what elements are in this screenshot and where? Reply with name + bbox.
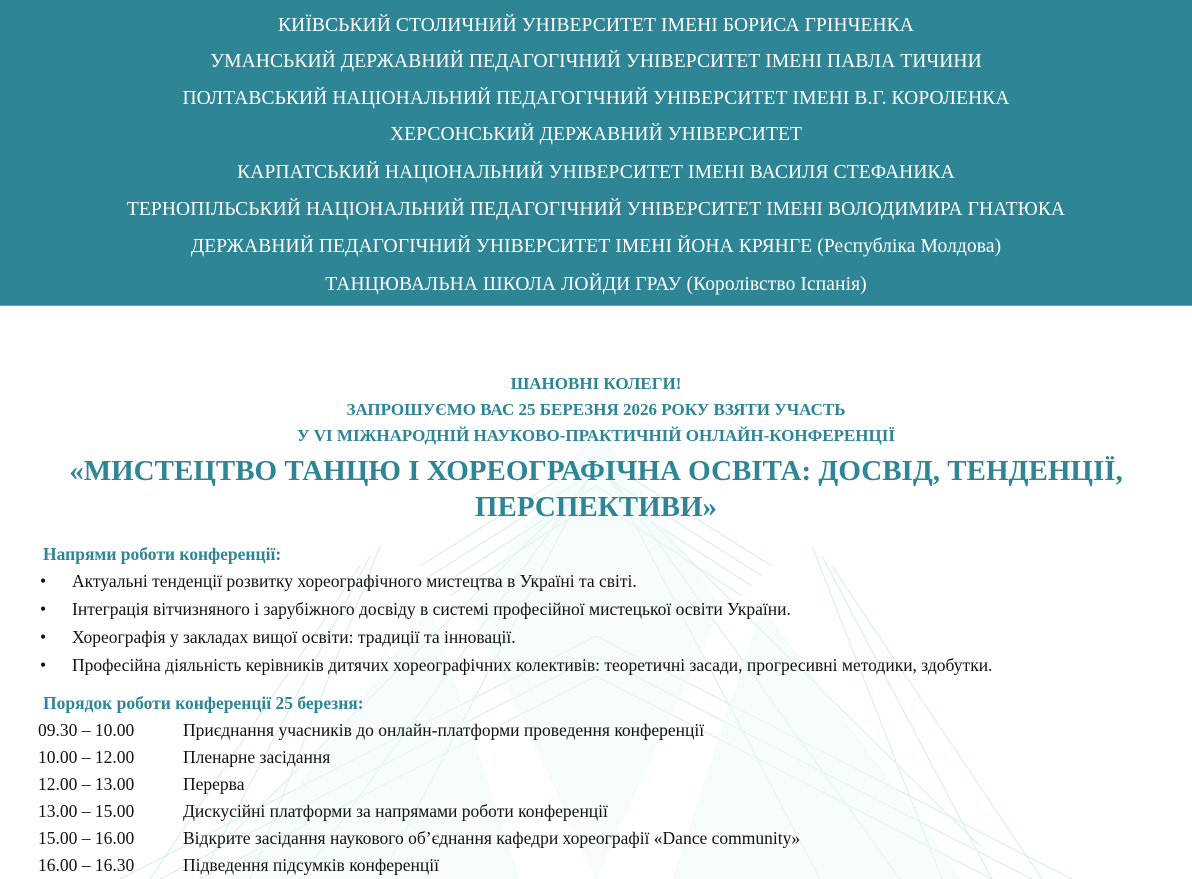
organizer-line: ХЕРСОНСЬКИЙ ДЕРЖАВНИЙ УНІВЕРСИТЕТ bbox=[389, 124, 803, 145]
organizer-line: ПОЛТАВСЬКИЙ НАЦІОНАЛЬНИЙ ПЕДАГОГІЧНИЙ УНІВЕРСИТЕТ ІМЕНІ В.Г. КОРОЛЕНКА bbox=[182, 88, 1010, 109]
schedule-event: Пленарне засідання bbox=[183, 747, 331, 767]
schedule-event: Відкрите засідання наукового об’єднання кафедри хореографії «Dance community» bbox=[183, 828, 801, 848]
bullet-icon: • bbox=[40, 599, 47, 619]
bullet-icon: • bbox=[40, 571, 47, 591]
schedule-event: Перерва bbox=[183, 774, 245, 794]
schedule-heading: Порядок роботи конференції 25 березня: bbox=[43, 693, 364, 713]
schedule-event: Підведення підсумків конференції bbox=[183, 855, 439, 875]
organizer-line: КАРПАТСЬКИЙ НАЦІОНАЛЬНИЙ УНІВЕРСИТЕТ ІМЕНІ ВАСИЛЯ СТЕФАНИКА bbox=[237, 162, 955, 183]
schedule-event: Приєднання учасників до онлайн-платформи проведення конференції bbox=[183, 720, 705, 740]
organizer-line: УМАНСЬКИЙ ДЕРЖАВНИЙ ПЕДАГОГІЧНИЙ УНІВЕРСИТЕТ ІМЕНІ ПАВЛА ТИЧИНИ bbox=[210, 51, 982, 72]
conference-title-continued: ПЕРСПЕКТИВИ» bbox=[474, 491, 718, 523]
directions-heading: Напрями роботи конференції: bbox=[43, 544, 282, 564]
organizer-line: ТЕРНОПІЛЬСЬКИЙ НАЦІОНАЛЬНИЙ ПЕДАГОГІЧНИЙ УНІВЕРСИТЕТ ІМЕНІ ВОЛОДИМИРА ГНАТЮКА bbox=[126, 199, 1066, 220]
organizers-banner bbox=[0, 0, 1192, 306]
schedule-event: Дискусійні платформи за напрямами роботи конференції bbox=[183, 801, 608, 821]
schedule-time: 15.00 – 16.00 bbox=[38, 828, 135, 848]
greeting: ШАНОВНІ КОЛЕГИ! bbox=[510, 374, 682, 393]
schedule-time: 09.30 – 10.00 bbox=[38, 720, 135, 740]
schedule-time: 12.00 – 13.00 bbox=[38, 774, 135, 794]
organizer-line: ТАНЦЮВАЛЬНА ШКОЛА ЛОЙДИ ГРАУ (Королівство Іспанія) bbox=[325, 274, 867, 295]
organizer-line: ДЕРЖАВНИЙ ПЕДАГОГІЧНИЙ УНІВЕРСИТЕТ ІМЕНІ ЙОНА КРЯНГЕ (Республіка Молдова) bbox=[190, 236, 1002, 257]
schedule-time: 10.00 – 12.00 bbox=[38, 747, 135, 767]
bullet-icon: • bbox=[40, 627, 47, 647]
invitation-line: У VI МІЖНАРОДНІЙ НАУКОВО-ПРАКТИЧНІЙ ОНЛАЙН-КОНФЕРЕНЦІЇ bbox=[297, 426, 895, 445]
conference-title: «МИСТЕЦТВО ТАНЦЮ І ХОРЕОГРАФІЧНА ОСВІТА: ДОСВІД, ТЕНДЕНЦІЇ, bbox=[69, 455, 1123, 487]
organizer-line: КИЇВСЬКИЙ СТОЛИЧНИЙ УНІВЕРСИТЕТ ІМЕНІ БОРИСА ГРІНЧЕНКА bbox=[278, 15, 914, 36]
bullet-icon: • bbox=[40, 655, 47, 675]
schedule-time: 16.00 – 16.30 bbox=[38, 855, 135, 875]
schedule-time: 13.00 – 15.00 bbox=[38, 801, 135, 821]
invitation-line: ЗАПРОШУЄМО ВАС 25 БЕРЕЗНЯ 2026 РОКУ ВЗЯТИ УЧАСТЬ bbox=[346, 400, 846, 419]
